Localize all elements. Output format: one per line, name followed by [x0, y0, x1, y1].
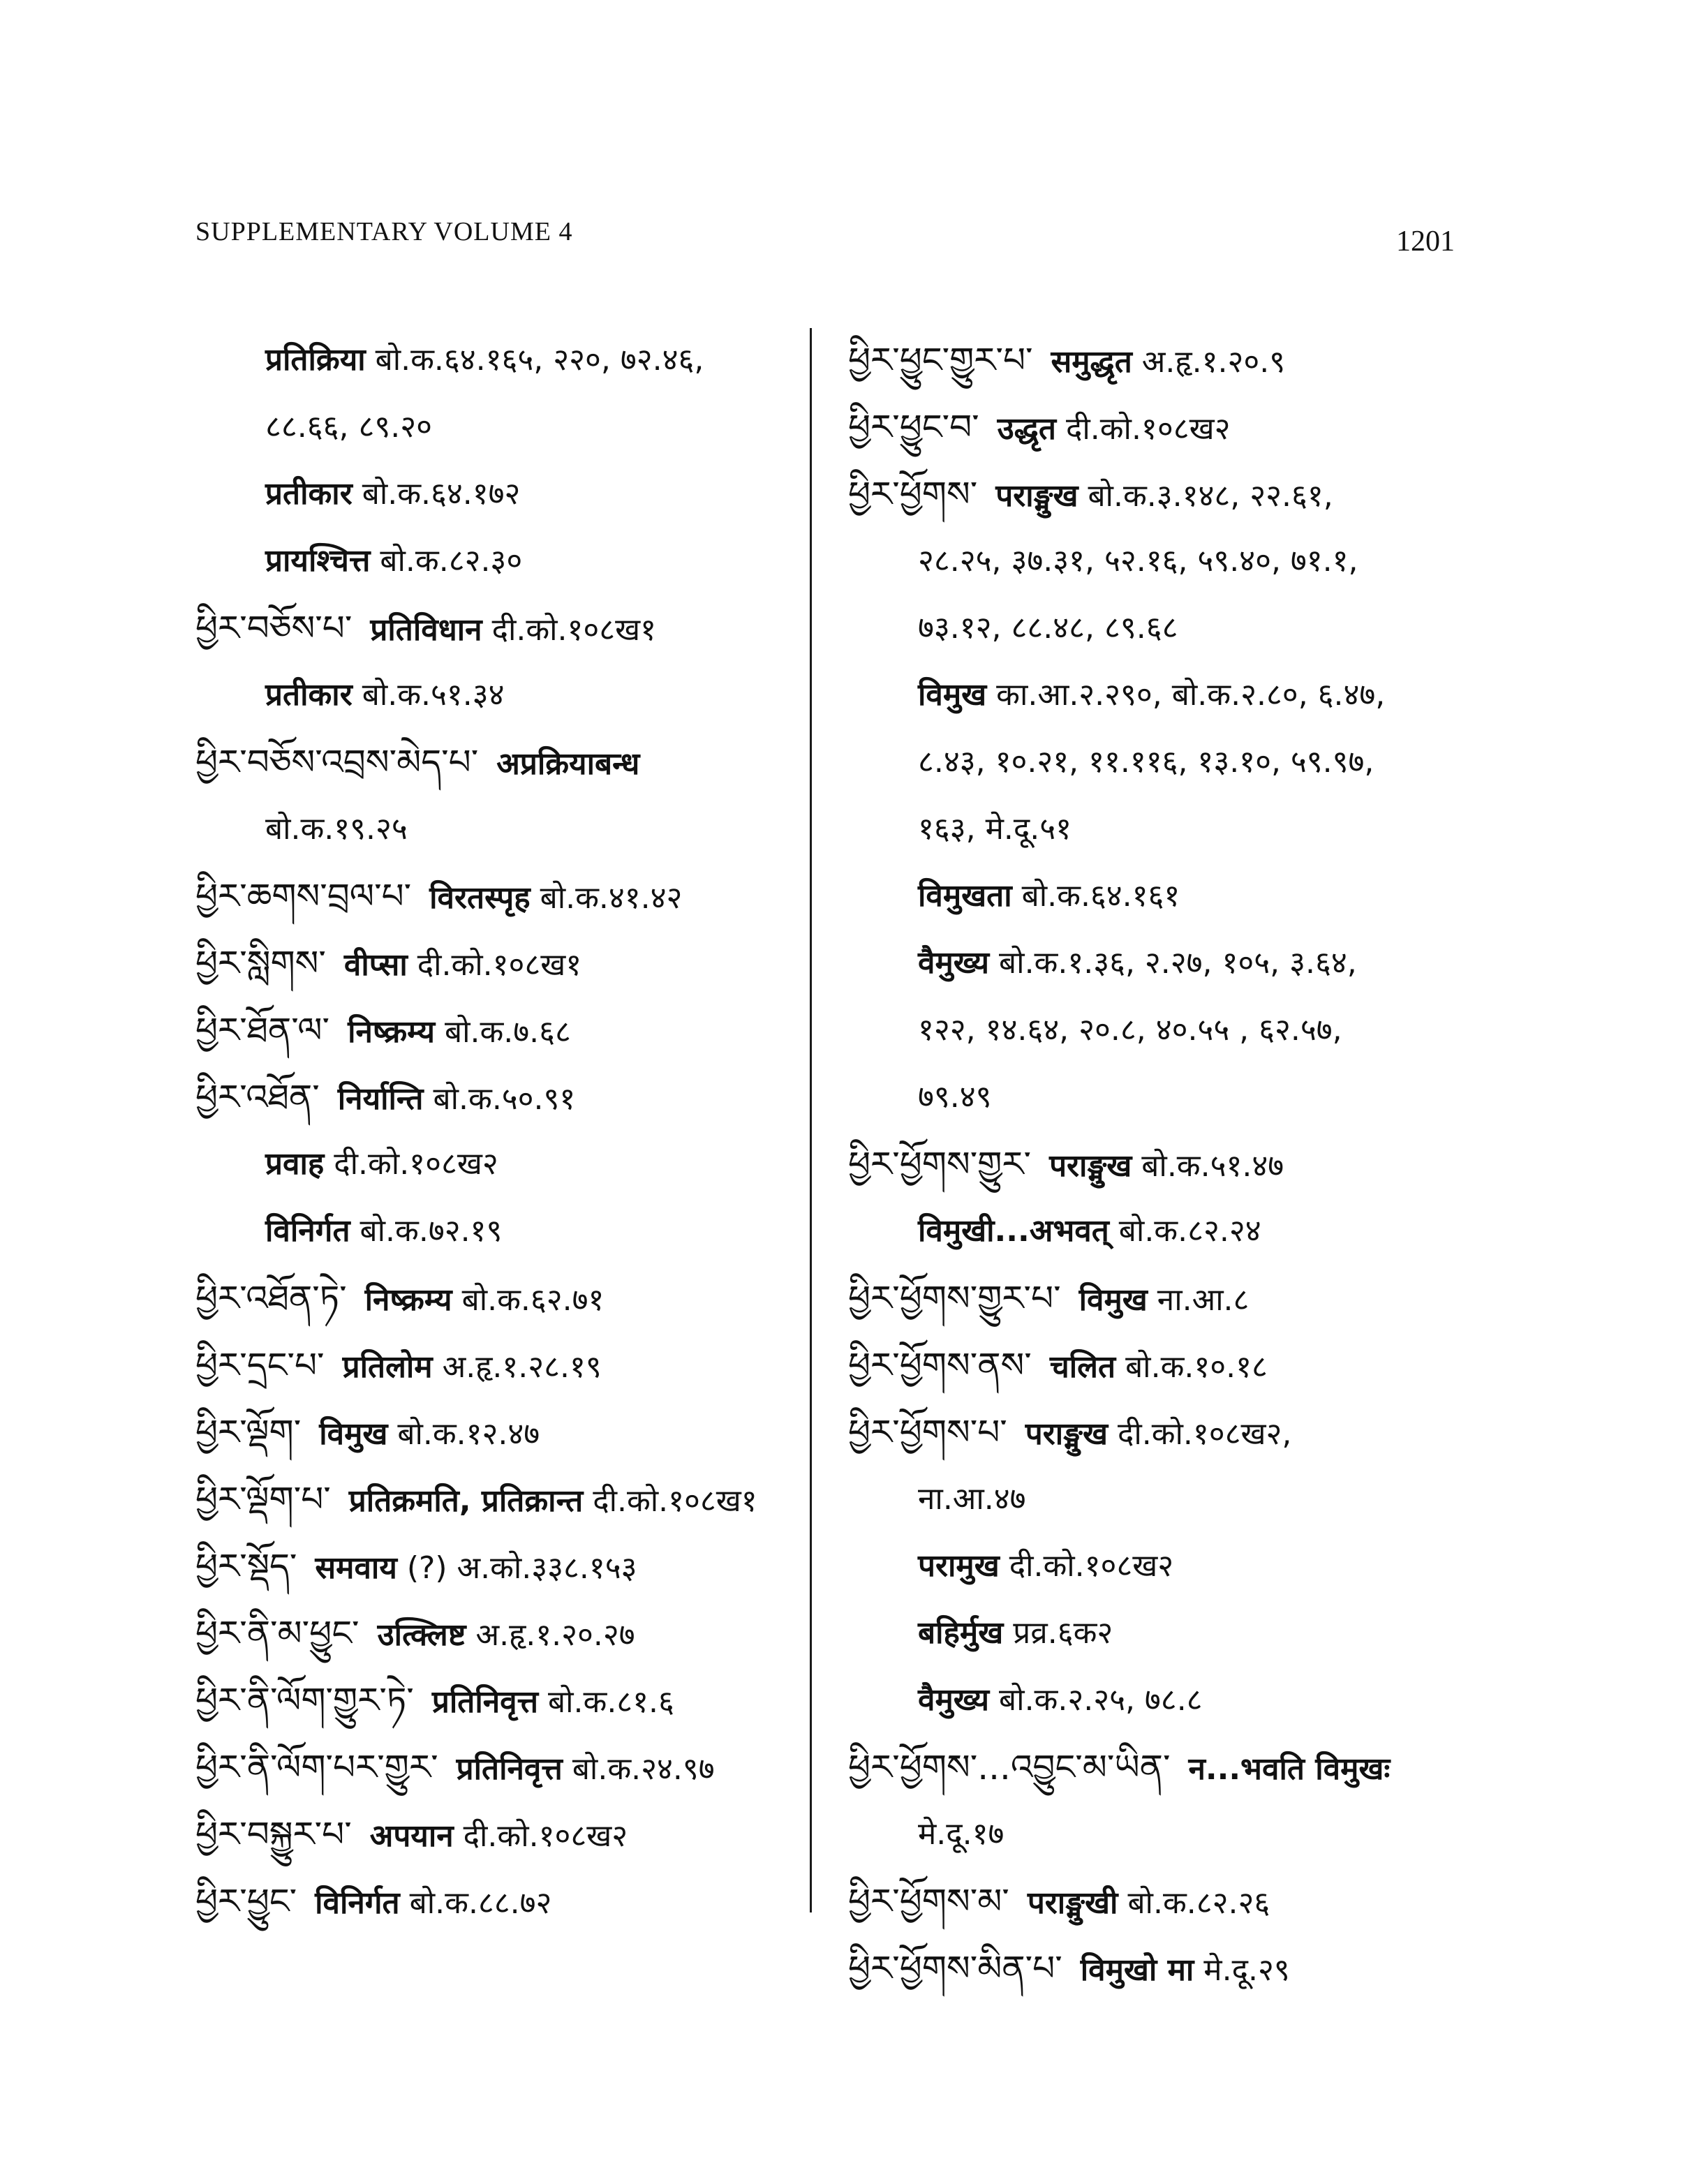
source-reference: का.आ.२.२९०, बो.क.२.८०, ६.४७,: [996, 677, 1386, 713]
entry-line: [195, 327, 810, 394]
source-reference: प्रव्र.६क२: [1013, 1615, 1113, 1651]
sanskrit-term: समवाय: [315, 1550, 397, 1586]
entry-line: [848, 930, 1497, 997]
source-reference: बो.क.८१.६: [548, 1684, 674, 1720]
source-reference: दी.को.१०८ख२: [1066, 411, 1231, 447]
sanskrit-term: वैमुख्य: [918, 945, 990, 981]
sanskrit-term: प्रवाह: [265, 1146, 325, 1182]
tibetan-headword: ཕྱིར་འཐོན་ཏེ་: [195, 1278, 347, 1318]
source-reference: बो.क.८८.७२: [409, 1885, 552, 1921]
source-reference: बो.क.२.२५, ७८.८: [999, 1682, 1203, 1718]
sanskrit-term: उत्क्लिष्ट: [377, 1617, 466, 1653]
entry-line: [848, 1801, 1497, 1868]
entry-line: [195, 528, 810, 595]
sanskrit-term: वैमुख्य: [918, 1682, 990, 1718]
entry-line: [195, 1399, 810, 1466]
sanskrit-term: प्रतिनिवृत्त: [431, 1684, 539, 1720]
tibetan-headword: ཕྱིར་ཆགས་བྲལ་པ་: [195, 876, 412, 916]
tibetan-headword: ཕྱིར་ལྡོག་: [195, 1412, 302, 1453]
entry-line: [848, 595, 1497, 662]
sanskrit-term: प्रतिक्रमति, प्रतिक्रान्त: [348, 1483, 584, 1519]
sanskrit-term: उद्धृत: [997, 411, 1057, 447]
entry-line: [195, 662, 810, 729]
entry-line: [195, 930, 810, 997]
entry-line: [848, 394, 1497, 461]
tibetan-headword: ཕྱིར་ཕྱུང་བ་: [848, 407, 979, 447]
source-reference: बो.क.४१.४२: [540, 880, 683, 916]
source-reference: दी.को.१०८ख१: [417, 947, 582, 983]
sanskrit-term: प्रतिनिवृत्त: [456, 1751, 563, 1787]
entry-line: [195, 1466, 810, 1533]
source-reference: अ.हृ.१.२८.१९: [442, 1349, 602, 1385]
source-reference: बो.क.८२.२६: [1127, 1885, 1270, 1921]
source-reference: बो.क.५०.९१: [433, 1081, 576, 1117]
entry-line: [195, 1332, 810, 1399]
sanskrit-term: अप्रक्रियाबन्ध: [496, 746, 640, 782]
sanskrit-term: विमुखो मा: [1080, 1952, 1194, 1988]
entry-line: [848, 796, 1497, 863]
page-number: 1201: [1396, 225, 1455, 258]
sanskrit-term: निष्क्रम्य: [364, 1282, 452, 1318]
source-reference: ना.आ.४७: [918, 1481, 1026, 1517]
entry-line: [195, 1198, 810, 1265]
entry-line: [195, 1533, 810, 1600]
source-reference: बो.क.१९.२५: [265, 811, 408, 847]
column-divider: [810, 328, 812, 1912]
entry-line: [848, 1466, 1497, 1533]
entry-line: [195, 461, 810, 528]
sanskrit-term: पराङ्मुख: [995, 478, 1079, 514]
entry-line: [195, 1667, 810, 1734]
source-reference: दी.को.१०८ख२,: [1117, 1416, 1292, 1452]
sanskrit-term: विनिर्गत: [265, 1213, 350, 1249]
entry-line: [848, 1533, 1497, 1600]
source-reference: बो.क.५१.४७: [1141, 1148, 1284, 1184]
right-column: [848, 327, 1497, 2002]
entry-line: [848, 1935, 1497, 2002]
source-reference: बो.क.१.३६, २.२७, १०५, ३.६४,: [999, 945, 1357, 981]
sanskrit-term: विमुख: [918, 677, 987, 713]
sanskrit-term: बहिर्मुख: [918, 1615, 1004, 1651]
tibetan-headword: ཕྱིར་ཕྱོགས་པ་: [848, 1412, 1007, 1453]
entry-line: [848, 1734, 1497, 1801]
source-reference: ८८.६६, ८९.२०: [265, 409, 432, 445]
entry-line: [848, 528, 1497, 595]
entry-line: [195, 1734, 810, 1801]
source-reference: बो.क.३.१४८, २२.६१,: [1088, 478, 1333, 514]
tibetan-headword: ཕྱིར་བསྐྱུར་པ་: [195, 1814, 352, 1855]
source-reference: बो.क.१२.४७: [397, 1416, 540, 1452]
entry-line: [195, 796, 810, 863]
tibetan-headword: ཕྱིར་བཅོས་པ་: [195, 608, 353, 648]
entry-line: [848, 662, 1497, 729]
source-reference: २८.२५, ३७.३१, ५२.१६, ५९.४०, ७१.१,: [918, 543, 1358, 579]
entry-line: [848, 1198, 1497, 1265]
left-column: [195, 327, 810, 1935]
source-reference: बो.क.७२.१९: [360, 1213, 503, 1249]
sanskrit-term: प्रतीकार: [265, 677, 353, 713]
tibetan-headword: ཕྱིར་ཕྱོགས་གྱུར་: [848, 1144, 1032, 1184]
entry-line: [848, 863, 1497, 930]
source-reference: बो.क.८२.३०: [380, 543, 523, 579]
sanskrit-term: वीप्सा: [343, 947, 408, 983]
entry-line: [195, 1801, 810, 1868]
source-reference: बो.क.६४.१७२: [362, 476, 521, 512]
tibetan-headword: ཕྱིར་བཅོས་འབྲས་མེད་པ་: [195, 742, 479, 782]
source-reference: ना.आ.८: [1157, 1282, 1250, 1318]
tibetan-headword: ཕྱིར་ཕྱོགས་གྱུར་པ་: [848, 1278, 1061, 1318]
tibetan-headword: ཕྱིར་ཕྱོགས་མ་: [848, 1881, 1009, 1922]
source-reference: १२२, १४.६४, २०.८, ४०.५५ , ६२.५७,: [918, 1012, 1342, 1048]
source-reference: बो.क.२४.९७: [572, 1751, 715, 1787]
tibetan-headword: ཕྱིར་ལྡོག་པ་: [195, 1479, 331, 1520]
sanskrit-term: प्रतीकार: [265, 476, 353, 512]
source-reference: बो.क.५१.३४: [362, 677, 505, 713]
tibetan-headword: ཕྱིར་ཕྱོགས་ནས་: [848, 1345, 1032, 1386]
sanskrit-term: समुद्धृत: [1051, 344, 1132, 380]
sanskrit-term: विरतस्पृह: [429, 880, 531, 916]
tibetan-headword: ཕྱིར་ཐོན་ལ་: [195, 1010, 330, 1050]
entry-line: [195, 1600, 810, 1667]
sanskrit-term: प्रायश्चित्त: [265, 543, 371, 579]
sanskrit-term: निर्यान्ति: [337, 1081, 424, 1117]
entry-line: [848, 997, 1497, 1064]
tibetan-headword: ཕྱིར་ནི་མ་ཕྱུང་: [195, 1613, 360, 1654]
source-reference: दी.को.१०८ख१: [491, 612, 657, 648]
sanskrit-term: पराङ्मुख: [1049, 1148, 1132, 1184]
source-reference: १६३, मे.दू.५१: [918, 811, 1072, 847]
entry-line: [848, 1600, 1497, 1667]
source-reference: ७९.४९: [918, 1079, 992, 1115]
sanskrit-term: विमुख: [319, 1416, 388, 1452]
tibetan-headword: ཕྱིར་འཐོན་: [195, 1077, 320, 1117]
entry-line: [195, 863, 810, 930]
sanskrit-term: विनिर्गत: [315, 1885, 400, 1921]
entry-line: [195, 1868, 810, 1935]
entry-line: [848, 1064, 1497, 1131]
entry-line: [848, 1667, 1497, 1734]
sanskrit-term: विमुख: [1079, 1282, 1148, 1318]
source-reference: दी.को.१०८ख१: [593, 1483, 757, 1519]
tibetan-headword: ཕྱིར་ནི་ལོག་པར་གྱུར་: [195, 1747, 438, 1788]
source-reference: ८.४३, १०.२१, ११.११६, १३.१०, ५९.९७,: [918, 744, 1374, 780]
source-reference: ७३.१२, ८८.४८, ८९.६८: [918, 610, 1178, 646]
source-reference: मे.दू.१७: [918, 1816, 1005, 1852]
sanskrit-term: परामुख: [918, 1548, 1000, 1584]
tibetan-headword: ཕྱིར་སླིགས་: [195, 943, 326, 983]
sanskrit-term: न...भवति विमुखः: [1188, 1751, 1391, 1787]
source-reference: बो.क.६२.७१: [461, 1282, 605, 1318]
tibetan-headword: ཕྱིར་དྲང་པ་: [195, 1345, 325, 1386]
sanskrit-term: चलित: [1049, 1349, 1116, 1385]
sanskrit-term: विमुखी...अभवत्: [918, 1213, 1109, 1249]
source-reference: बो.क.६४.१६५, २२०, ७२.४६,: [375, 342, 704, 378]
entry-line: [848, 1399, 1497, 1466]
source-reference: दी.को.१०८ख२: [334, 1146, 498, 1182]
source-reference: दी.को.१०८ख२: [1009, 1548, 1174, 1584]
tibetan-headword: ཕྱིར་སྡོད་: [195, 1546, 297, 1587]
source-reference: (?) अ.को.३३८.१५३: [406, 1550, 637, 1586]
entry-line: [848, 461, 1497, 528]
entry-line: [848, 327, 1497, 394]
sanskrit-term: विमुखता: [918, 878, 1012, 914]
source-reference: बो.क.१०.१८: [1125, 1349, 1268, 1385]
sanskrit-term: निष्क्रम्य: [348, 1014, 435, 1050]
source-reference: अ.हृ.१.२०.९: [1141, 344, 1286, 380]
source-reference: दी.को.१०८ख२: [463, 1818, 628, 1854]
sanskrit-term: प्रतिलोम: [342, 1349, 433, 1385]
entry-line: [195, 1265, 810, 1332]
entry-line: [848, 1868, 1497, 1935]
source-reference: बो.क.७.६८: [444, 1014, 571, 1050]
tibetan-headword: ཕྱིར་ཕྱོགས་མིན་པ་: [848, 1948, 1062, 1989]
sanskrit-term: पराङ्मुख: [1025, 1416, 1108, 1452]
sanskrit-term: अपयान: [369, 1818, 454, 1854]
tibetan-headword: ཕྱིར་ཕྱུང་: [195, 1881, 297, 1922]
sanskrit-term: प्रतिविधान: [370, 612, 482, 648]
sanskrit-term: पराङ्मुखी: [1027, 1885, 1118, 1921]
entry-line: [195, 997, 810, 1064]
entry-line: [195, 729, 810, 796]
entry-line: [195, 394, 810, 461]
entry-line: [195, 595, 810, 662]
tibetan-headword: ཕྱིར་ཕྱོགས་: [848, 474, 978, 514]
sanskrit-term: प्रतिक्रिया: [265, 342, 366, 378]
tibetan-headword: ཕྱིར་ནི་ལོག་གྱུར་ཏེ་: [195, 1680, 414, 1721]
running-head: SUPPLEMENTARY VOLUME 4: [195, 217, 573, 246]
entry-line: [848, 1265, 1497, 1332]
tibetan-headword: ཕྱིར་ཕྱུང་གྱུར་པ་: [848, 340, 1033, 380]
source-reference: बो.क.६४.१६१: [1021, 878, 1180, 914]
entry-line: [195, 1131, 810, 1198]
source-reference: मे.दू.२९: [1203, 1952, 1290, 1988]
source-reference: अ.हृ.१.२०.२७: [475, 1617, 635, 1653]
tibetan-headword: ཕྱིར་ཕྱོགས་...འབྱུང་མ་ཡིན་: [848, 1747, 1171, 1788]
entry-line: [195, 1064, 810, 1131]
entry-line: [848, 1131, 1497, 1198]
entry-line: [848, 729, 1497, 796]
entry-line: [848, 1332, 1497, 1399]
source-reference: बो.क.८२.२४: [1118, 1213, 1261, 1249]
